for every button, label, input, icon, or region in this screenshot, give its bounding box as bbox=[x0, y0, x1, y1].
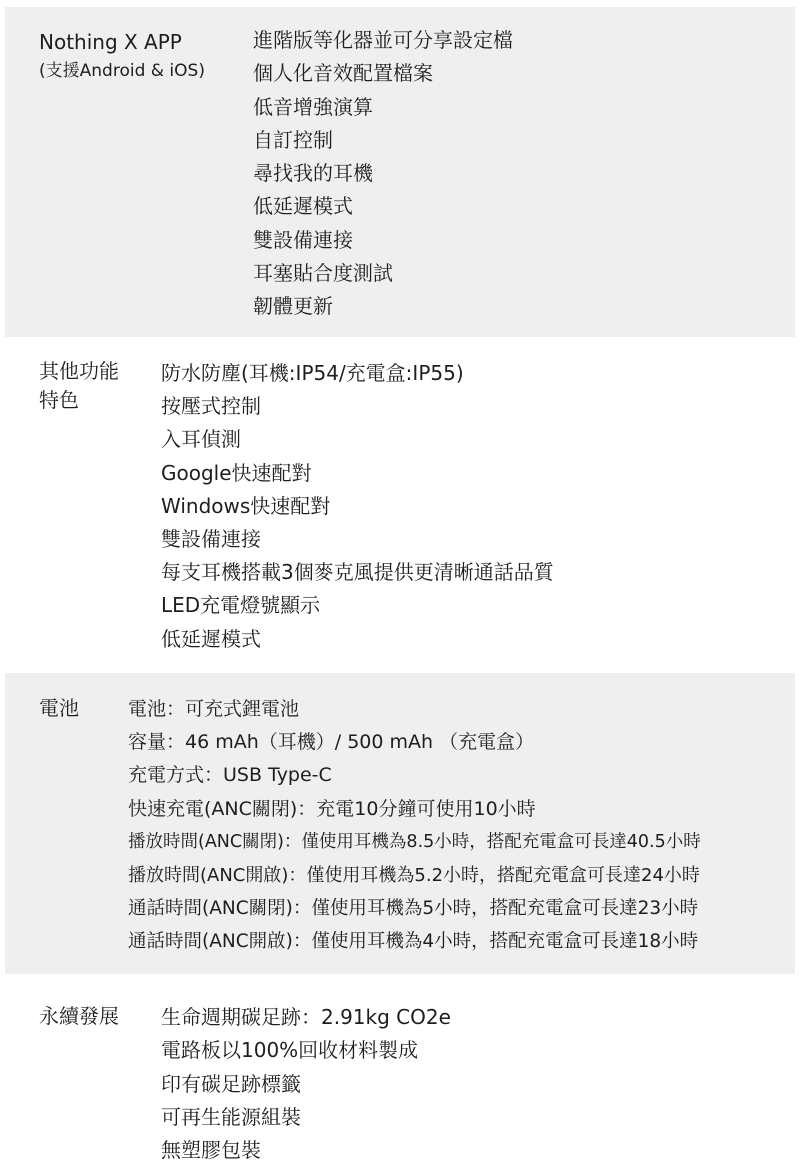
feature-list-app bbox=[253, 24, 513, 324]
spec-section-sustainability bbox=[5, 974, 795, 1169]
label-line-2: 特色 bbox=[39, 388, 79, 412]
feature-list-sustainability bbox=[161, 1001, 451, 1167]
list-item: 快速充電(ANC關閉)：充電10分鐘可使用10小時 bbox=[128, 797, 536, 820]
section-label-features bbox=[39, 357, 119, 415]
spec-section-battery bbox=[5, 673, 795, 974]
label-line-1: 其他功能 bbox=[39, 359, 119, 383]
list-item: 通話時間(ANC開啟)：僅使用耳機為4小時，搭配充電盒可長達18小時 bbox=[128, 931, 699, 953]
list-item: 生命週期碳足跡：2.91kg CO2e bbox=[161, 1005, 451, 1029]
list-item: 入耳偵測 bbox=[161, 427, 241, 452]
list-item: 個人化音效配置檔案 bbox=[253, 61, 433, 86]
list-item: 播放時間(ANC關閉)：僅使用耳機為8.5小時，搭配充電盒可長達40.5小時 bbox=[128, 831, 701, 852]
section-label-app bbox=[39, 27, 205, 85]
list-item: 耳塞貼合度測試 bbox=[253, 261, 393, 286]
list-item: 印有碳足跡標籤 bbox=[161, 1071, 301, 1096]
list-item: 每支耳機搭載3個麥克風提供更清晰通話品質 bbox=[161, 560, 554, 585]
list-item: 韌體更新 bbox=[253, 294, 333, 319]
spec-section-app bbox=[5, 7, 795, 337]
label-title: 電池 bbox=[39, 696, 79, 720]
section-label-sustainability bbox=[39, 1001, 119, 1031]
list-item: 按壓式控制 bbox=[161, 394, 261, 419]
list-item: 播放時間(ANC開啟)：僅使用耳機為5.2小時，搭配充電盒可長達24小時 bbox=[128, 865, 700, 887]
list-item: 防水防塵(耳機:IP54/充電盒:IP55) bbox=[161, 361, 464, 385]
list-item: 電路板以100%回收材料製成 bbox=[161, 1038, 419, 1063]
label-subtitle: (支援Android & iOS) bbox=[39, 61, 205, 81]
list-item: 通話時間(ANC關閉)：僅使用耳機為5小時，搭配充電盒可長達23小時 bbox=[128, 898, 699, 920]
feature-list-battery bbox=[128, 693, 701, 959]
list-item: 電池：可充式鋰電池 bbox=[128, 698, 300, 720]
label-title: 永續發展 bbox=[39, 1004, 119, 1028]
list-item: 自訂控制 bbox=[253, 127, 333, 152]
list-item: 無塑膠包裝 bbox=[161, 1138, 261, 1163]
list-item: 低延遲模式 bbox=[161, 626, 261, 651]
list-item: Google快速配對 bbox=[161, 460, 312, 485]
list-item: 尋找我的耳機 bbox=[253, 161, 373, 186]
feature-list-other bbox=[161, 357, 554, 656]
section-label-battery bbox=[39, 693, 79, 723]
list-item: 容量：46 mAh（耳機）/ 500 mAh （充電盒） bbox=[128, 731, 535, 754]
list-item: 進階版等化器並可分享設定檔 bbox=[253, 28, 513, 52]
list-item: 低音增強演算 bbox=[253, 94, 373, 119]
list-item: Windows快速配對 bbox=[161, 493, 331, 518]
label-title: Nothing X APP bbox=[39, 30, 182, 54]
list-item: 雙設備連接 bbox=[161, 527, 261, 552]
list-item: 充電方式：USB Type-C bbox=[128, 764, 332, 787]
list-item: 可再生能源組裝 bbox=[161, 1104, 301, 1129]
list-item: LED充電燈號顯示 bbox=[161, 593, 321, 618]
list-item: 低延遲模式 bbox=[253, 194, 353, 219]
list-item: 雙設備連接 bbox=[253, 227, 353, 252]
spec-section-features bbox=[5, 337, 795, 673]
